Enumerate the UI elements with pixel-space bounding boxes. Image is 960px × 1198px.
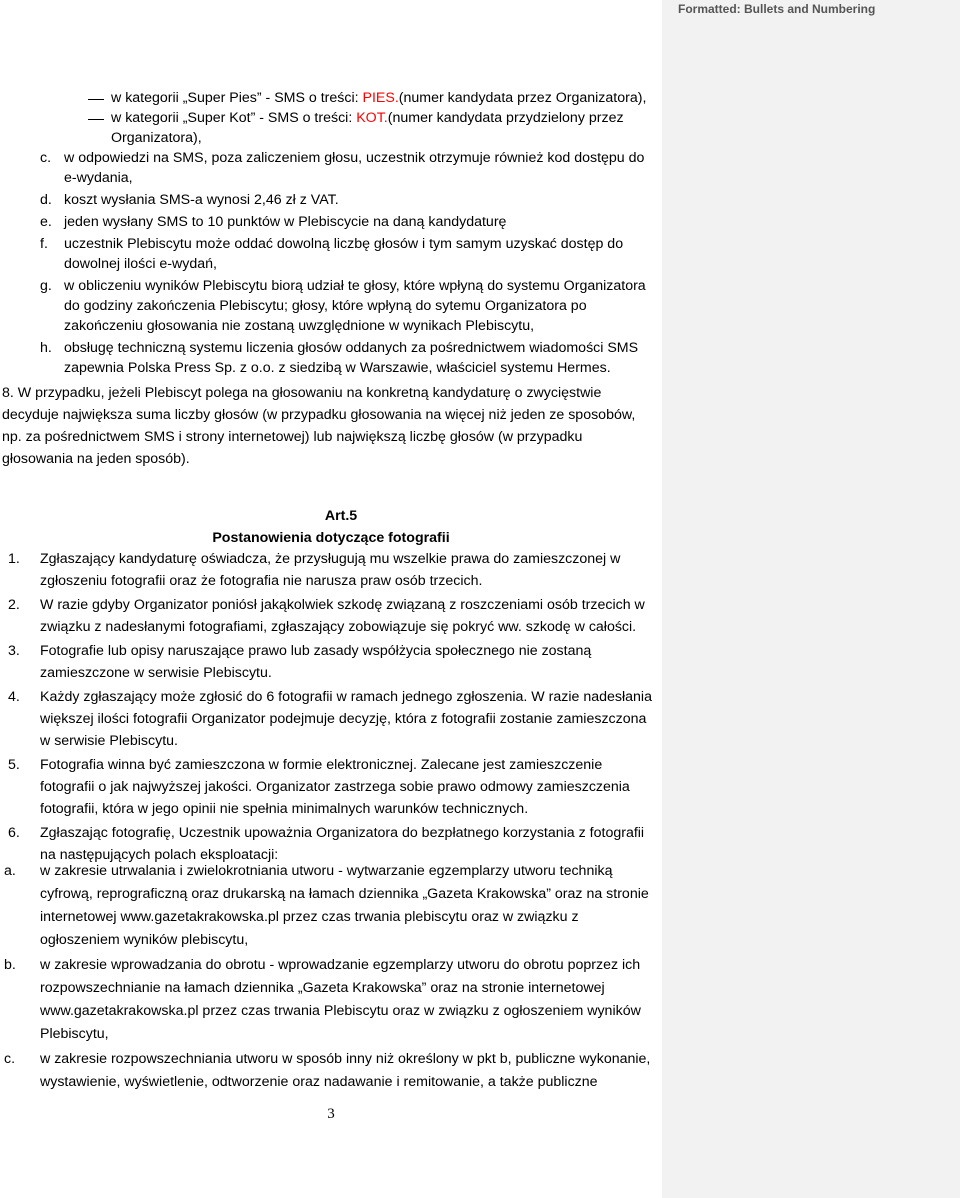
paragraph-line: np. za pośrednictwem SMS i strony internetowej) lub największą liczbę głosów (w przypadku [2,429,583,445]
list-item-line: w zakresie rozpowszechniania utworu w sposób inny niż określony w pkt b, publiczne wykonanie, [40,1051,651,1067]
list-item-line: wystawienie, wyświetlenie, odtworzenie oraz nadawanie i remitowanie, a także publiczne [40,1074,598,1090]
list-item-line: internetowej www.gazetakrakowska.pl przez czas trwania plebiscytu oraz w związku z [40,909,579,925]
list-item-label: g. [40,278,52,294]
list-item-line: ogłoszeniem wyników plebiscytu, [40,932,249,948]
list-item-line: na następujących polach eksploatacji: [40,847,279,863]
list-item-label: b. [4,957,16,973]
list-item-line: www.gazetakrakowska.pl przez czas trwania Plebiscytu oraz w związku z ogłoszeniem wyników [40,1003,641,1019]
bullet-text: (numer kandydata przydzielony przez [387,110,624,126]
list-item-line: w zakresie utrwalania i zwielokrotniania utworu - wytwarzanie egzemplarzy utworu techniką [40,863,613,879]
list-item-line: Zgłaszający kandydaturę oświadcza, że przysługują mu wszelkie prawa do zamieszczonej w [40,551,621,567]
bullet-item [111,88,651,108]
list-item-line: Fotografie lub opisy naruszające prawo lub zasady współżycia społecznego nie zostaną [40,643,592,659]
list-item-line: Fotografia winna być zamieszczona w formie elektronicznej. Zalecane jest zamieszczenie [40,757,603,773]
list-item-label: f. [40,236,48,252]
list-item-line: e-wydania, [64,170,133,186]
list-item-label: d. [40,192,52,208]
list-item-label: e. [40,214,52,230]
list-item-line: związku z nadesłanymi fotografiami, zgłaszający zobowiązuje się pokryć ww. szkodę w całości. [40,619,637,635]
article-title: Postanowienia dotyczące fotografii [212,530,450,546]
bullet-dash [88,119,104,120]
list-item-line: Każdy zgłaszający może zgłosić do 6 fotografii w ramach jednego zgłoszenia. W razie nadesłania [40,689,652,705]
bullet-text: w kategorii „Super Kot” - SMS o treści: [111,110,357,126]
paragraph-line: decyduje największa suma liczby głosów (w przypadku głosowania na więcej niż jeden ze sposobów, [2,407,636,423]
list-item-line: do godziny zakończenia Plebiscytu; głosy, które wpłyną do sytemu Organizatora po [64,298,587,314]
list-item-line: obsługę techniczną systemu liczenia głosów oddanych za pośrednictwem wiadomości SMS [64,340,639,356]
list-item-line: koszt wysłania SMS-a wynosi 2,46 zł z VAT. [64,192,339,208]
list-item-line: w obliczeniu wyników Plebiscytu biorą udział te głosy, które wpłyną do systemu Organizatora [64,278,646,294]
list-item-line: Plebiscytu, [40,1026,109,1042]
list-item-line: fotografii, która w jego opinii nie spełnia minimalnych warunków technicznych. [40,801,529,817]
list-item-line: Zgłaszając fotografię, Uczestnik upoważnia Organizatora do bezpłatnego korzystania z fotografii [40,825,645,841]
list-item-label: 5. [8,757,20,773]
bullet-text: w kategorii „Super Pies” - SMS o treści: [111,90,363,106]
bullet-dash [88,99,104,100]
list-item-line: fotografii o jak najwyższej jakości. Organizator zastrzega sobie prawo odmowy zamieszczenia [40,779,630,795]
sms-code: KOT. [356,110,388,126]
list-item-line: większej ilości fotografii Organizator podejmuje decyzję, która z fotografii zostanie zamieszczona [40,711,647,727]
list-item-line: uczestnik Plebiscytu może oddać dowolną liczbę głosów i tym samym uzyskać dostęp do [64,236,624,252]
list-item-line: W razie gdyby Organizator poniósł jakąkolwiek szkodę związaną z roszczeniami osób trzecich w [40,597,645,613]
list-item-line: zakończeniu głosowania nie zostaną uwzględnione w wynikach Plebiscytu, [64,318,535,334]
bullet-text: (numer kandydata przez Organizatora), [398,90,647,106]
list-item-line: zgłoszeniu fotografii oraz że fotografia nie narusza praw osób trzecich. [40,573,483,589]
page-number: 3 [327,1106,335,1122]
list-item-label: c. [40,150,52,166]
comments-margin [662,0,960,1198]
formatting-note: Formatted: Bullets and Numbering [678,2,876,16]
list-item-line: dowolnej ilości e-wydań, [64,256,217,272]
list-item-line: zamieszczone w serwisie Plebiscytu. [40,665,272,681]
list-item-label: 2. [8,597,20,613]
bullet-continuation: Organizatora), [111,130,202,146]
list-item-label: 6. [8,825,20,841]
list-item-line: cyfrową, reprograficzną oraz drukarską na łamach dziennika „Gazeta Krakowska” oraz na stronie [40,886,649,902]
list-item-label: c. [4,1051,16,1067]
list-item-label: 1. [8,551,20,567]
list-item-line: w odpowiedzi na SMS, poza zaliczeniem głosu, uczestnik otrzymuje również kod dostępu do [64,150,645,166]
paragraph-line: głosowania na jeden sposób). [2,451,190,467]
sms-code: PIES. [362,90,399,106]
list-item-line: w serwisie Plebiscytu. [40,733,178,749]
list-item-label: 4. [8,689,20,705]
list-item-line: jeden wysłany SMS to 10 punktów w Plebiscycie na daną kandydaturę [64,214,507,230]
paragraph-line: 8. W przypadku, jeżeli Plebiscyt polega na głosowaniu na konkretną kandydaturę o zwycięstwie [2,385,602,401]
list-item-line: w zakresie wprowadzania do obrotu - wprowadzanie egzemplarzy utworu do obrotu poprzez ich [40,957,641,973]
list-item-line: rozpowszechnianie na łamach dziennika „Gazeta Krakowska” oraz na stronie internetowej [40,980,605,996]
article-number: Art.5 [324,508,358,524]
list-item-label: a. [4,863,16,879]
bullet-item [111,108,656,128]
list-item-line: zapewnia Polska Press Sp. z o.o. z siedzibą w Warszawie, właściciel systemu Hermes. [64,360,611,376]
list-item-label: 3. [8,643,20,659]
list-item-label: h. [40,340,52,356]
